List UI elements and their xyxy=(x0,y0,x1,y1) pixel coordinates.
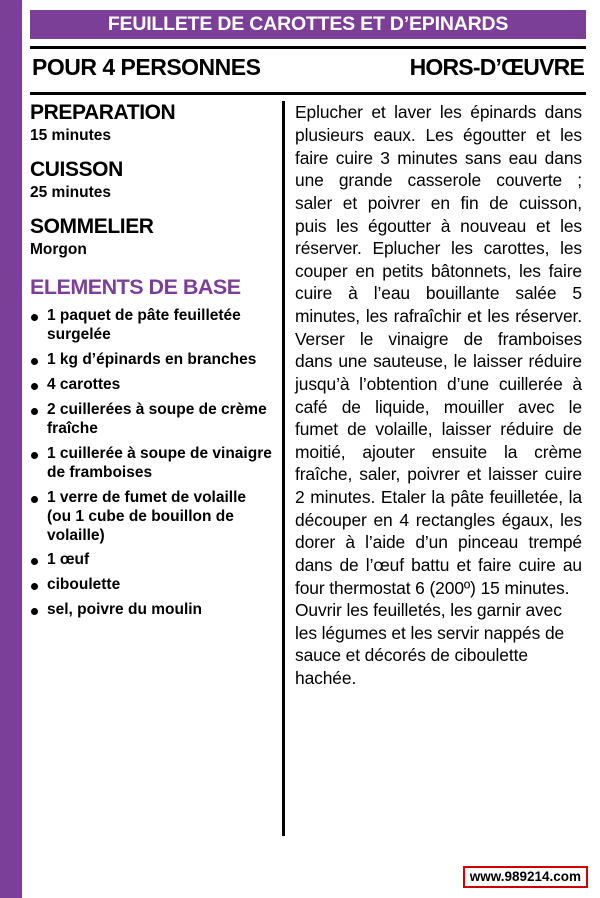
info-cuisson-value: 25 minutes xyxy=(30,184,111,202)
meta-row xyxy=(30,49,586,85)
left-purple-bar xyxy=(0,0,22,898)
meta-divider xyxy=(30,92,586,95)
list-item: ciboulette xyxy=(30,576,272,595)
servings-label: POUR 4 PERSONNES xyxy=(32,54,261,81)
info-sommelier xyxy=(30,215,272,259)
recipe-content xyxy=(22,0,600,898)
list-item: 1 œuf xyxy=(30,551,272,570)
list-item: 1 cuillerée à soupe de vinaigre de framboises xyxy=(30,445,272,483)
info-preparation-value: 15 minutes xyxy=(30,127,111,145)
right-column xyxy=(295,101,586,861)
list-item: sel, poivre du moulin xyxy=(30,601,272,620)
left-column xyxy=(30,101,282,861)
method-paragraph: Ouvrir les feuilletés, les garnir avec les légumes et les servir nappés de sauce et décorés de ciboulette hachée. xyxy=(295,600,565,689)
info-preparation-label: PREPARATION xyxy=(30,101,176,125)
list-item: 2 cuillerées à soupe de crème fraîche xyxy=(30,401,272,439)
method-paragraph: Eplucher et laver les épinards dans plusieurs eaux. Les égoutter et les faire cuire 3 minutes sans eau dans une grande casserole couverte ; saler et poivrer en fin de cuisson, puis les égoutter à nouveau et les réserver. Eplucher les carottes, les couper en petits bâtonnets, les faire cuire à l’eau bouillante salée 5 minutes, les rafraîchir et les réserver. Verser le vinaigre de framboises dans une sauteuse, le laisser réduire jusqu’à l’obtention d’une cuillerée à café de liquide, mouiller avec le fumet de volaille, laisser réduire de moitié, ajouter ensuite la crème fraîche, saler, poivrer et laisser cuire 2 minutes. Etaler la pâte feuilletée, la découper en 4 rectangles égaux, les dorer à l’aide d’un pinceau trempé dans de l’œuf battu et faire cuire au four thermostat 6 (200º) 15 minutes. xyxy=(295,102,582,598)
info-cuisson-label: CUISSON xyxy=(30,158,123,182)
category-label: HORS-D’ŒUVRE xyxy=(409,54,584,81)
list-item: 1 kg d’épinards en branches xyxy=(30,351,272,370)
column-divider xyxy=(282,101,285,836)
list-item: 1 paquet de pâte feuilletée surgelée xyxy=(30,307,272,345)
info-preparation xyxy=(30,101,272,145)
info-sommelier-value: Morgon xyxy=(30,241,87,259)
recipe-title: FEUILLETE DE CAROTTES ET D’EPINARDS xyxy=(30,10,586,39)
info-cuisson xyxy=(30,158,272,202)
list-item: 1 verre de fumet de volaille (ou 1 cube de bouillon de volaille) xyxy=(30,489,272,546)
list-item: 4 carottes xyxy=(30,376,272,395)
ingredients-list xyxy=(30,307,272,620)
ingredients-title: ELEMENTS DE BASE xyxy=(30,275,241,300)
watermark: www.989214.com xyxy=(463,866,588,888)
info-sommelier-label: SOMMELIER xyxy=(30,215,154,239)
recipe-columns xyxy=(30,101,586,861)
